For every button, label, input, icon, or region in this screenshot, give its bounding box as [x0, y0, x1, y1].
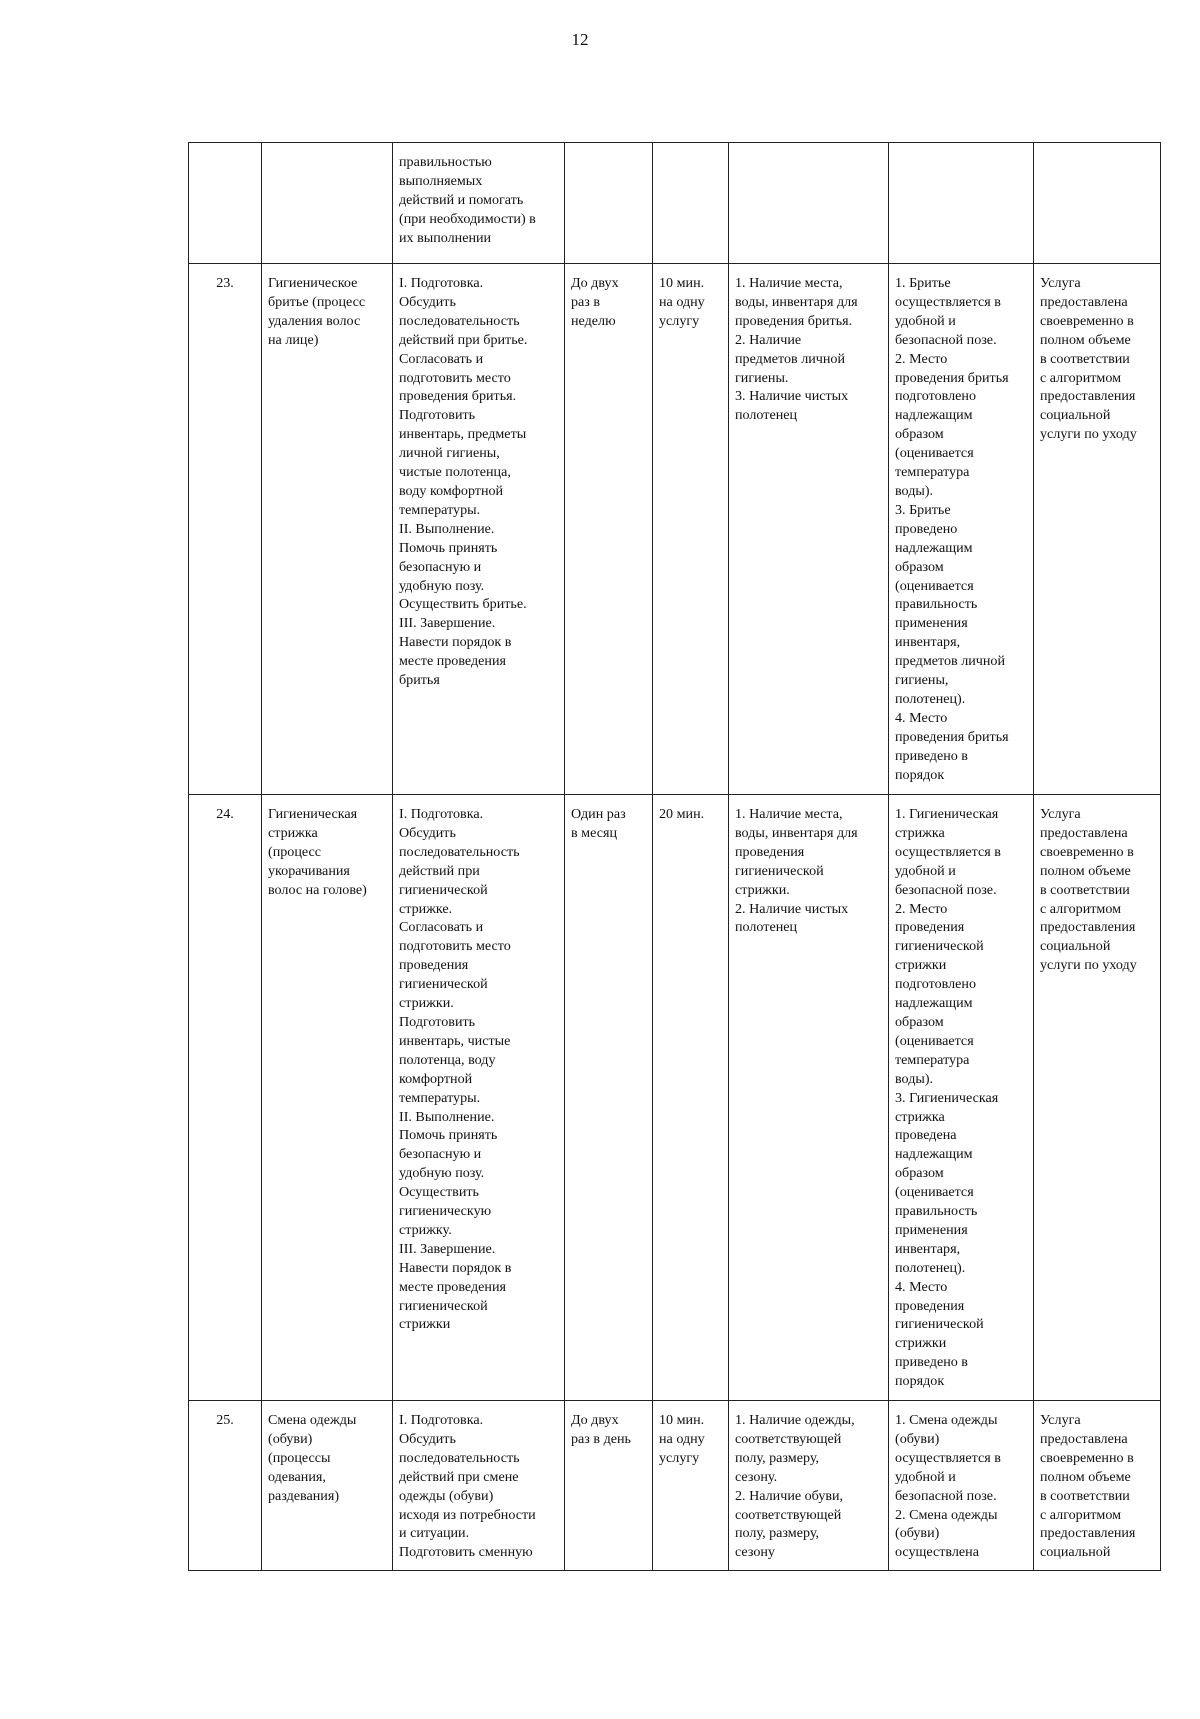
cell-frequency: Один раз в месяц	[565, 795, 653, 1401]
cell-quality-indicators: 1. Бритье осуществляется в удобной и безопасной позе. 2. Место проведения бритья подготовлено надлежащим образом (оценивается температура воды). 3. Бритье проведено надлежащим образом (оценивается правильность применения инвентаря, предметов личной гигиены, полотенец). 4. Место проведения бритья приведено в порядок	[889, 264, 1034, 795]
cell-frequency	[565, 143, 653, 264]
care-services-table	[188, 142, 1161, 1571]
table-row-24	[189, 795, 1161, 1401]
cell-result: Услуга предоставлена своевременно в полном объеме в соответствии с алгоритмом предоставления социальной	[1034, 1401, 1161, 1571]
cell-conditions	[729, 143, 889, 264]
cell-result: Услуга предоставлена своевременно в полном объеме в соответствии с алгоритмом предоставления социальной услуги по уходу	[1034, 795, 1161, 1401]
cell-number: 25.	[189, 1401, 262, 1571]
cell-service-name: Смена одежды (обуви) (процессы одевания, раздевания)	[262, 1401, 393, 1571]
cell-conditions: 1. Наличие места, воды, инвентаря для проведения гигиенической стрижки. 2. Наличие чистых полотенец	[729, 795, 889, 1401]
cell-service-name: Гигиеническое бритье (процесс удаления волос на лице)	[262, 264, 393, 795]
cell-duration	[653, 143, 729, 264]
cell-number	[189, 143, 262, 264]
cell-service-content: I. Подготовка. Обсудить последовательность действий при бритье. Согласовать и подготовить место проведения бритья. Подготовить инвентарь, предметы личной гигиены, чистые полотенца, воду комфортной температуры. II. Выполнение. Помочь принять безопасную и удобную позу. Осуществить бритье. III. Завершение. Навести порядок в месте проведения бритья	[393, 264, 565, 795]
table-row-continuation	[189, 143, 1161, 264]
page-number: 12	[571, 30, 589, 49]
cell-frequency: До двух раз в день	[565, 1401, 653, 1571]
cell-service-content: правильностью выполняемых действий и помогать (при необходимости) в их выполнении	[393, 143, 565, 264]
cell-number: 24.	[189, 795, 262, 1401]
cell-result	[1034, 143, 1161, 264]
cell-duration: 20 мин.	[653, 795, 729, 1401]
cell-service-name	[262, 143, 393, 264]
cell-duration: 10 мин. на одну услугу	[653, 264, 729, 795]
cell-quality-indicators: 1. Смена одежды (обуви) осуществляется в удобной и безопасной позе. 2. Смена одежды (обуви) осуществлена	[889, 1401, 1034, 1571]
cell-service-content: I. Подготовка. Обсудить последовательность действий при смене одежды (обуви) исходя из потребности и ситуации. Подготовить сменную	[393, 1401, 565, 1571]
cell-service-name: Гигиеническая стрижка (процесс укорачивания волос на голове)	[262, 795, 393, 1401]
cell-quality-indicators	[889, 143, 1034, 264]
table-row-25	[189, 1401, 1161, 1571]
cell-service-content: I. Подготовка. Обсудить последовательность действий при гигиенической стрижке. Согласовать и подготовить место проведения гигиенической стрижки. Подготовить инвентарь, чистые полотенца, воду комфортной температуры. II. Выполнение. Помочь принять безопасную и удобную позу. Осуществить гигиеническую стрижку. III. Завершение. Навести порядок в месте проведения гигиенической стрижки	[393, 795, 565, 1401]
cell-conditions: 1. Наличие одежды, соответствующей полу, размеру, сезону. 2. Наличие обуви, соответствующей полу, размеру, сезону	[729, 1401, 889, 1571]
cell-number: 23.	[189, 264, 262, 795]
cell-quality-indicators: 1. Гигиеническая стрижка осуществляется в удобной и безопасной позе. 2. Место проведения гигиенической стрижки подготовлено надлежащим образом (оценивается температура воды). 3. Гигиеническая стрижка проведена надлежащим образом (оценивается правильность применения инвентаря, полотенец). 4. Место проведения гигиенической стрижки приведено в порядок	[889, 795, 1034, 1401]
table-row-23	[189, 264, 1161, 795]
cell-conditions: 1. Наличие места, воды, инвентаря для проведения бритья. 2. Наличие предметов личной гигиены. 3. Наличие чистых полотенец	[729, 264, 889, 795]
cell-frequency: До двух раз в неделю	[565, 264, 653, 795]
cell-duration: 10 мин. на одну услугу	[653, 1401, 729, 1571]
cell-result: Услуга предоставлена своевременно в полном объеме в соответствии с алгоритмом предоставления социальной услуги по уходу	[1034, 264, 1161, 795]
